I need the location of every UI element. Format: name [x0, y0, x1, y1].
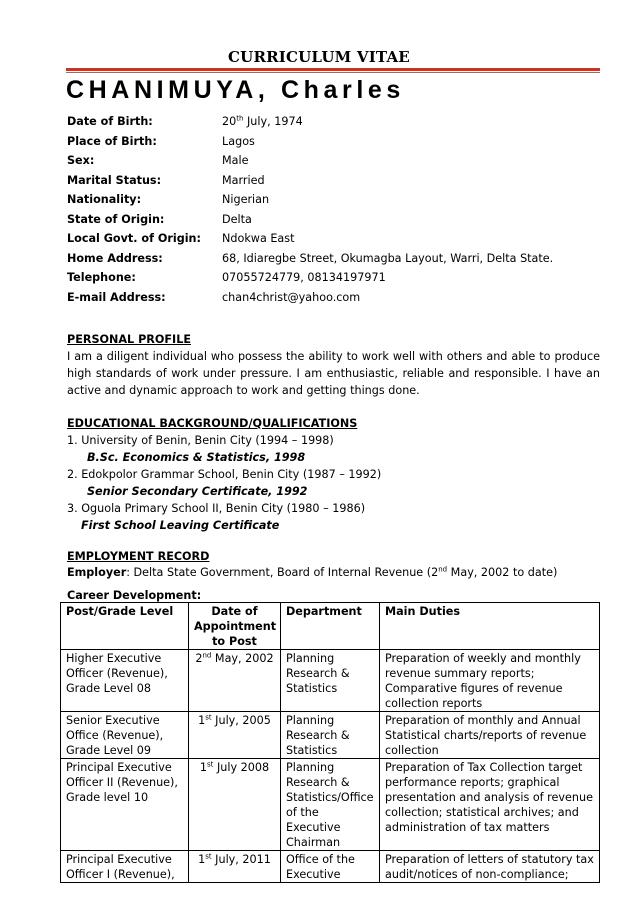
- table-row: [61, 712, 600, 759]
- table-row: [61, 650, 600, 712]
- detail-label: Date of Birth:: [67, 115, 153, 129]
- detail-row-nationality: [67, 190, 607, 210]
- profile-text: I am a diligent individual who possess the ability to work well with others and able to produce high standards of work under pressure. I am enthusiastic, reliable and responsible. I have an active and dynamic approach to work and getting things done.: [67, 350, 600, 397]
- cell-date: 2nd May, 2002: [189, 650, 281, 712]
- detail-value: Lagos: [222, 134, 255, 148]
- table-row: [61, 851, 600, 883]
- detail-row-lga: [67, 229, 607, 249]
- cell-post: Senior Executive Office (Revenue), Grade Level 09: [61, 712, 189, 759]
- detail-row-pob: [67, 132, 607, 152]
- detail-value: Male: [222, 154, 249, 168]
- detail-row-marital: [67, 171, 607, 191]
- column-header: Main Duties: [380, 603, 600, 650]
- detail-label: Place of Birth:: [67, 134, 157, 148]
- detail-value: 07055724779, 08134197971: [222, 271, 386, 285]
- detail-label: Nationality:: [67, 193, 142, 207]
- detail-value: 68, Idiaregbe Street, Okumagba Layout, Warri, Delta State.: [222, 251, 554, 265]
- table-row: [61, 759, 600, 851]
- education-item: [67, 466, 381, 500]
- cell-post: Higher Executive Officer (Revenue), Grade Level 08: [61, 650, 189, 712]
- personal-details: [67, 112, 607, 307]
- cell-post: Principal Executive Officer II (Revenue), Grade level 10: [61, 759, 189, 851]
- detail-label: Sex:: [67, 154, 95, 168]
- detail-value: 20th July, 1974: [222, 114, 303, 129]
- education-institution: 3. Oguola Primary School II, Benin City (1980 – 1986): [67, 502, 366, 515]
- detail-row-dob: [67, 112, 607, 132]
- detail-value: Delta: [222, 212, 252, 226]
- document-heading: CURRICULUM VITAE: [228, 48, 410, 66]
- cell-date: 1st July 2008: [189, 759, 281, 851]
- education-qualification: First School Leaving Certificate: [81, 519, 280, 532]
- cell-department: Planning Research & Statistics: [281, 650, 380, 712]
- detail-row-email: [67, 288, 607, 308]
- education-qualification: B.Sc. Economics & Statistics, 1998: [87, 451, 306, 464]
- employment-section-title: EMPLOYMENT RECORD: [67, 550, 210, 563]
- cell-duties: Preparation of weekly and monthly revenue summary reports; Comparative figures of revenue collection reports: [380, 650, 600, 712]
- detail-label: Marital Status:: [67, 173, 162, 187]
- career-table: [60, 602, 600, 883]
- education-section-title: EDUCATIONAL BACKGROUND/QUALIFICATIONS: [67, 417, 358, 430]
- candidate-name: CHANIMUYA, Charles: [66, 76, 405, 104]
- detail-value: Ndokwa East: [222, 232, 295, 246]
- cell-date: 1st July, 2005: [189, 712, 281, 759]
- detail-label: State of Origin:: [67, 212, 165, 226]
- detail-label: E-mail Address:: [67, 290, 166, 304]
- profile-section-title: PERSONAL PROFILE: [67, 333, 191, 346]
- education-institution: 1. University of Benin, Benin City (1994 – 1998): [67, 434, 334, 447]
- cell-post: Principal Executive Officer I (Revenue),: [61, 851, 189, 883]
- education-item: [67, 432, 334, 466]
- employer-line: Employer: Delta State Government, Board of Internal Revenue (2nd May, 2002 to date): [67, 565, 558, 579]
- table-header-row: [61, 603, 600, 650]
- heading-rule-red: [66, 68, 600, 71]
- detail-row-sex: [67, 151, 607, 171]
- education-institution: 2. Edokpolor Grammar School, Benin City (1987 – 1992): [67, 468, 382, 481]
- detail-row-telephone: [67, 268, 607, 288]
- detail-label: Local Govt. of Origin:: [67, 232, 201, 246]
- detail-label: Telephone:: [67, 271, 136, 285]
- column-header: Date of Appointment to Post: [189, 603, 281, 650]
- detail-value: Nigerian: [222, 193, 270, 207]
- cell-duties: Preparation of letters of statutory tax audit/notices of non-compliance;: [380, 851, 600, 883]
- cell-date: 1st July, 2011: [189, 851, 281, 883]
- cell-department: Office of the Executive: [281, 851, 380, 883]
- career-development-title: Career Development:: [67, 589, 202, 602]
- detail-label: Home Address:: [67, 251, 163, 265]
- email-link[interactable]: chan4christ@yahoo.com: [222, 290, 361, 304]
- heading-rule-grey: [66, 72, 600, 73]
- detail-value: Married: [222, 173, 265, 187]
- detail-row-address: [67, 249, 607, 269]
- cell-department: Planning Research & Statistics/Office of the Executive Chairman: [281, 759, 380, 851]
- cell-department: Planning Research & Statistics: [281, 712, 380, 759]
- cell-duties: Preparation of monthly and Annual Statistical charts/reports of revenue collection: [380, 712, 600, 759]
- education-qualification: Senior Secondary Certificate, 1992: [87, 485, 308, 498]
- cell-duties: Preparation of Tax Collection target performance reports; graphical presentation and analysis of revenue collection; statistical archives; and administration of tax matters: [380, 759, 600, 851]
- education-item: [67, 500, 365, 534]
- column-header: Department: [281, 603, 380, 650]
- detail-row-state: [67, 210, 607, 230]
- column-header: Post/Grade Level: [61, 603, 189, 650]
